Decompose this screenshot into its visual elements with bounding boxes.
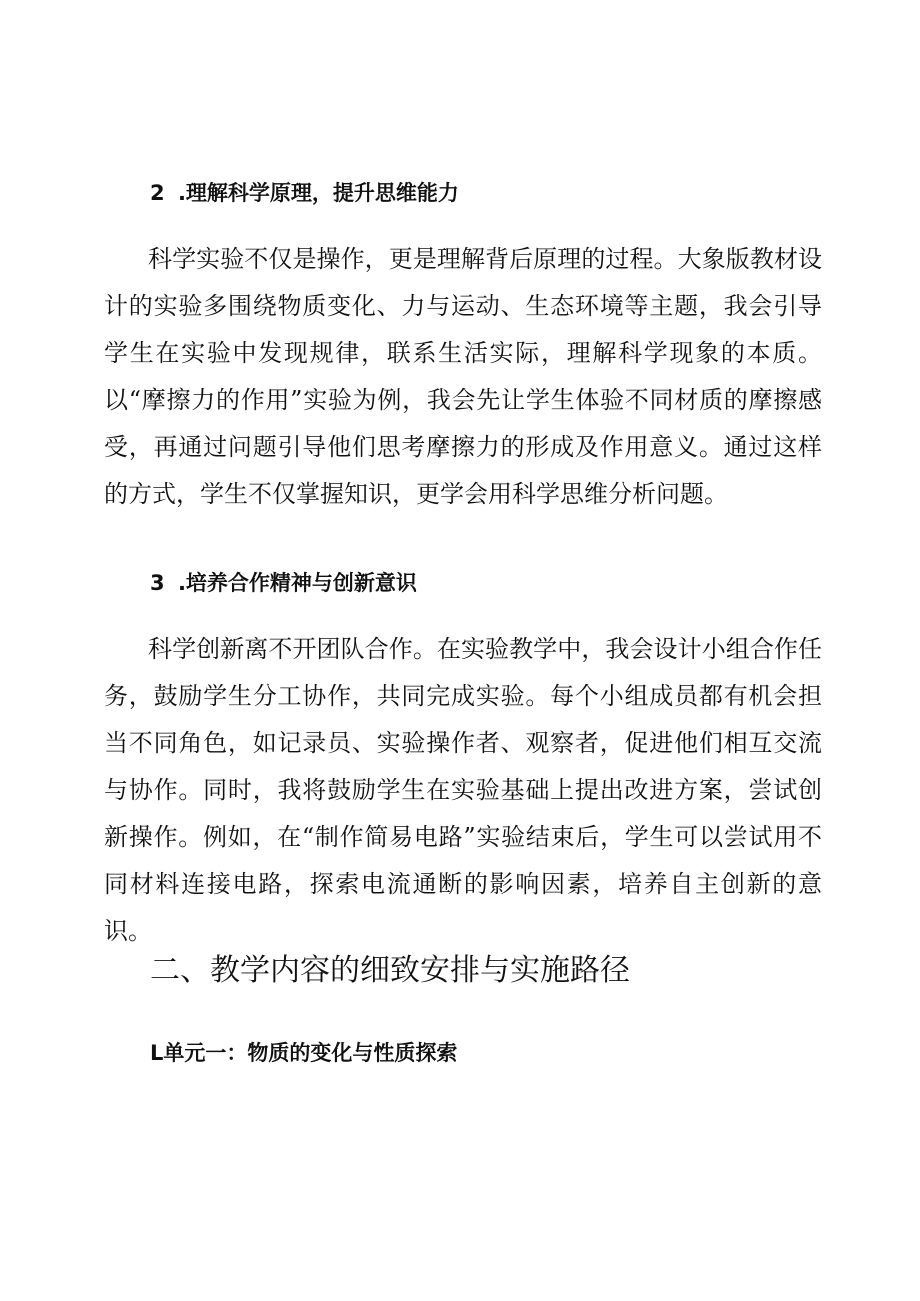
chapter-heading: 二、教学内容的细致安排与实施路径 [150,953,630,988]
section-3-title: .培养合作精神与创新意识 [177,571,417,595]
unit-heading: L单元一：物质的变化与性质探索 [150,1041,458,1065]
section-3-paragraph: 科学创新离不开团队合作。在实验教学中，我会设计小组合作任务，鼓励学生分工协作，共同完成实验。每个小组成员都有机会担当不同角色，如记录员、实验操作者、观察者，促进他们相互交流与协作。同时，我将鼓励学生在实验基础上提出改进方案，尝试创新操作。例如，在“制作简易电路”实验结束后，学生可以尝试用不同材料连接电路，探索电流通断的影响因素，培养自主创新的意识。 [104,635,822,945]
section-2-number: 2 [150,181,171,205]
section-2-title: .理解科学原理，提升思维能力 [177,181,459,205]
section-2-heading [150,178,459,208]
section-3-number: 3 [150,571,171,595]
section-2-paragraph: 科学实验不仅是操作，更是理解背后原理的过程。大象版教材设计的实验多围绕物质变化、力与运动、生态环境等主题，我会引导学生在实验中发现规律，联系生活实际，理解科学现象的本质。以“摩擦力的作用”实验为例，我会先让学生体验不同材质的摩擦感受，再通过问题引导他们思考摩擦力的形成及作用意义。通过这样的方式，学生不仅掌握知识，更学会用科学思维分析问题。 [104,245,822,508]
section-3-heading [150,568,417,598]
